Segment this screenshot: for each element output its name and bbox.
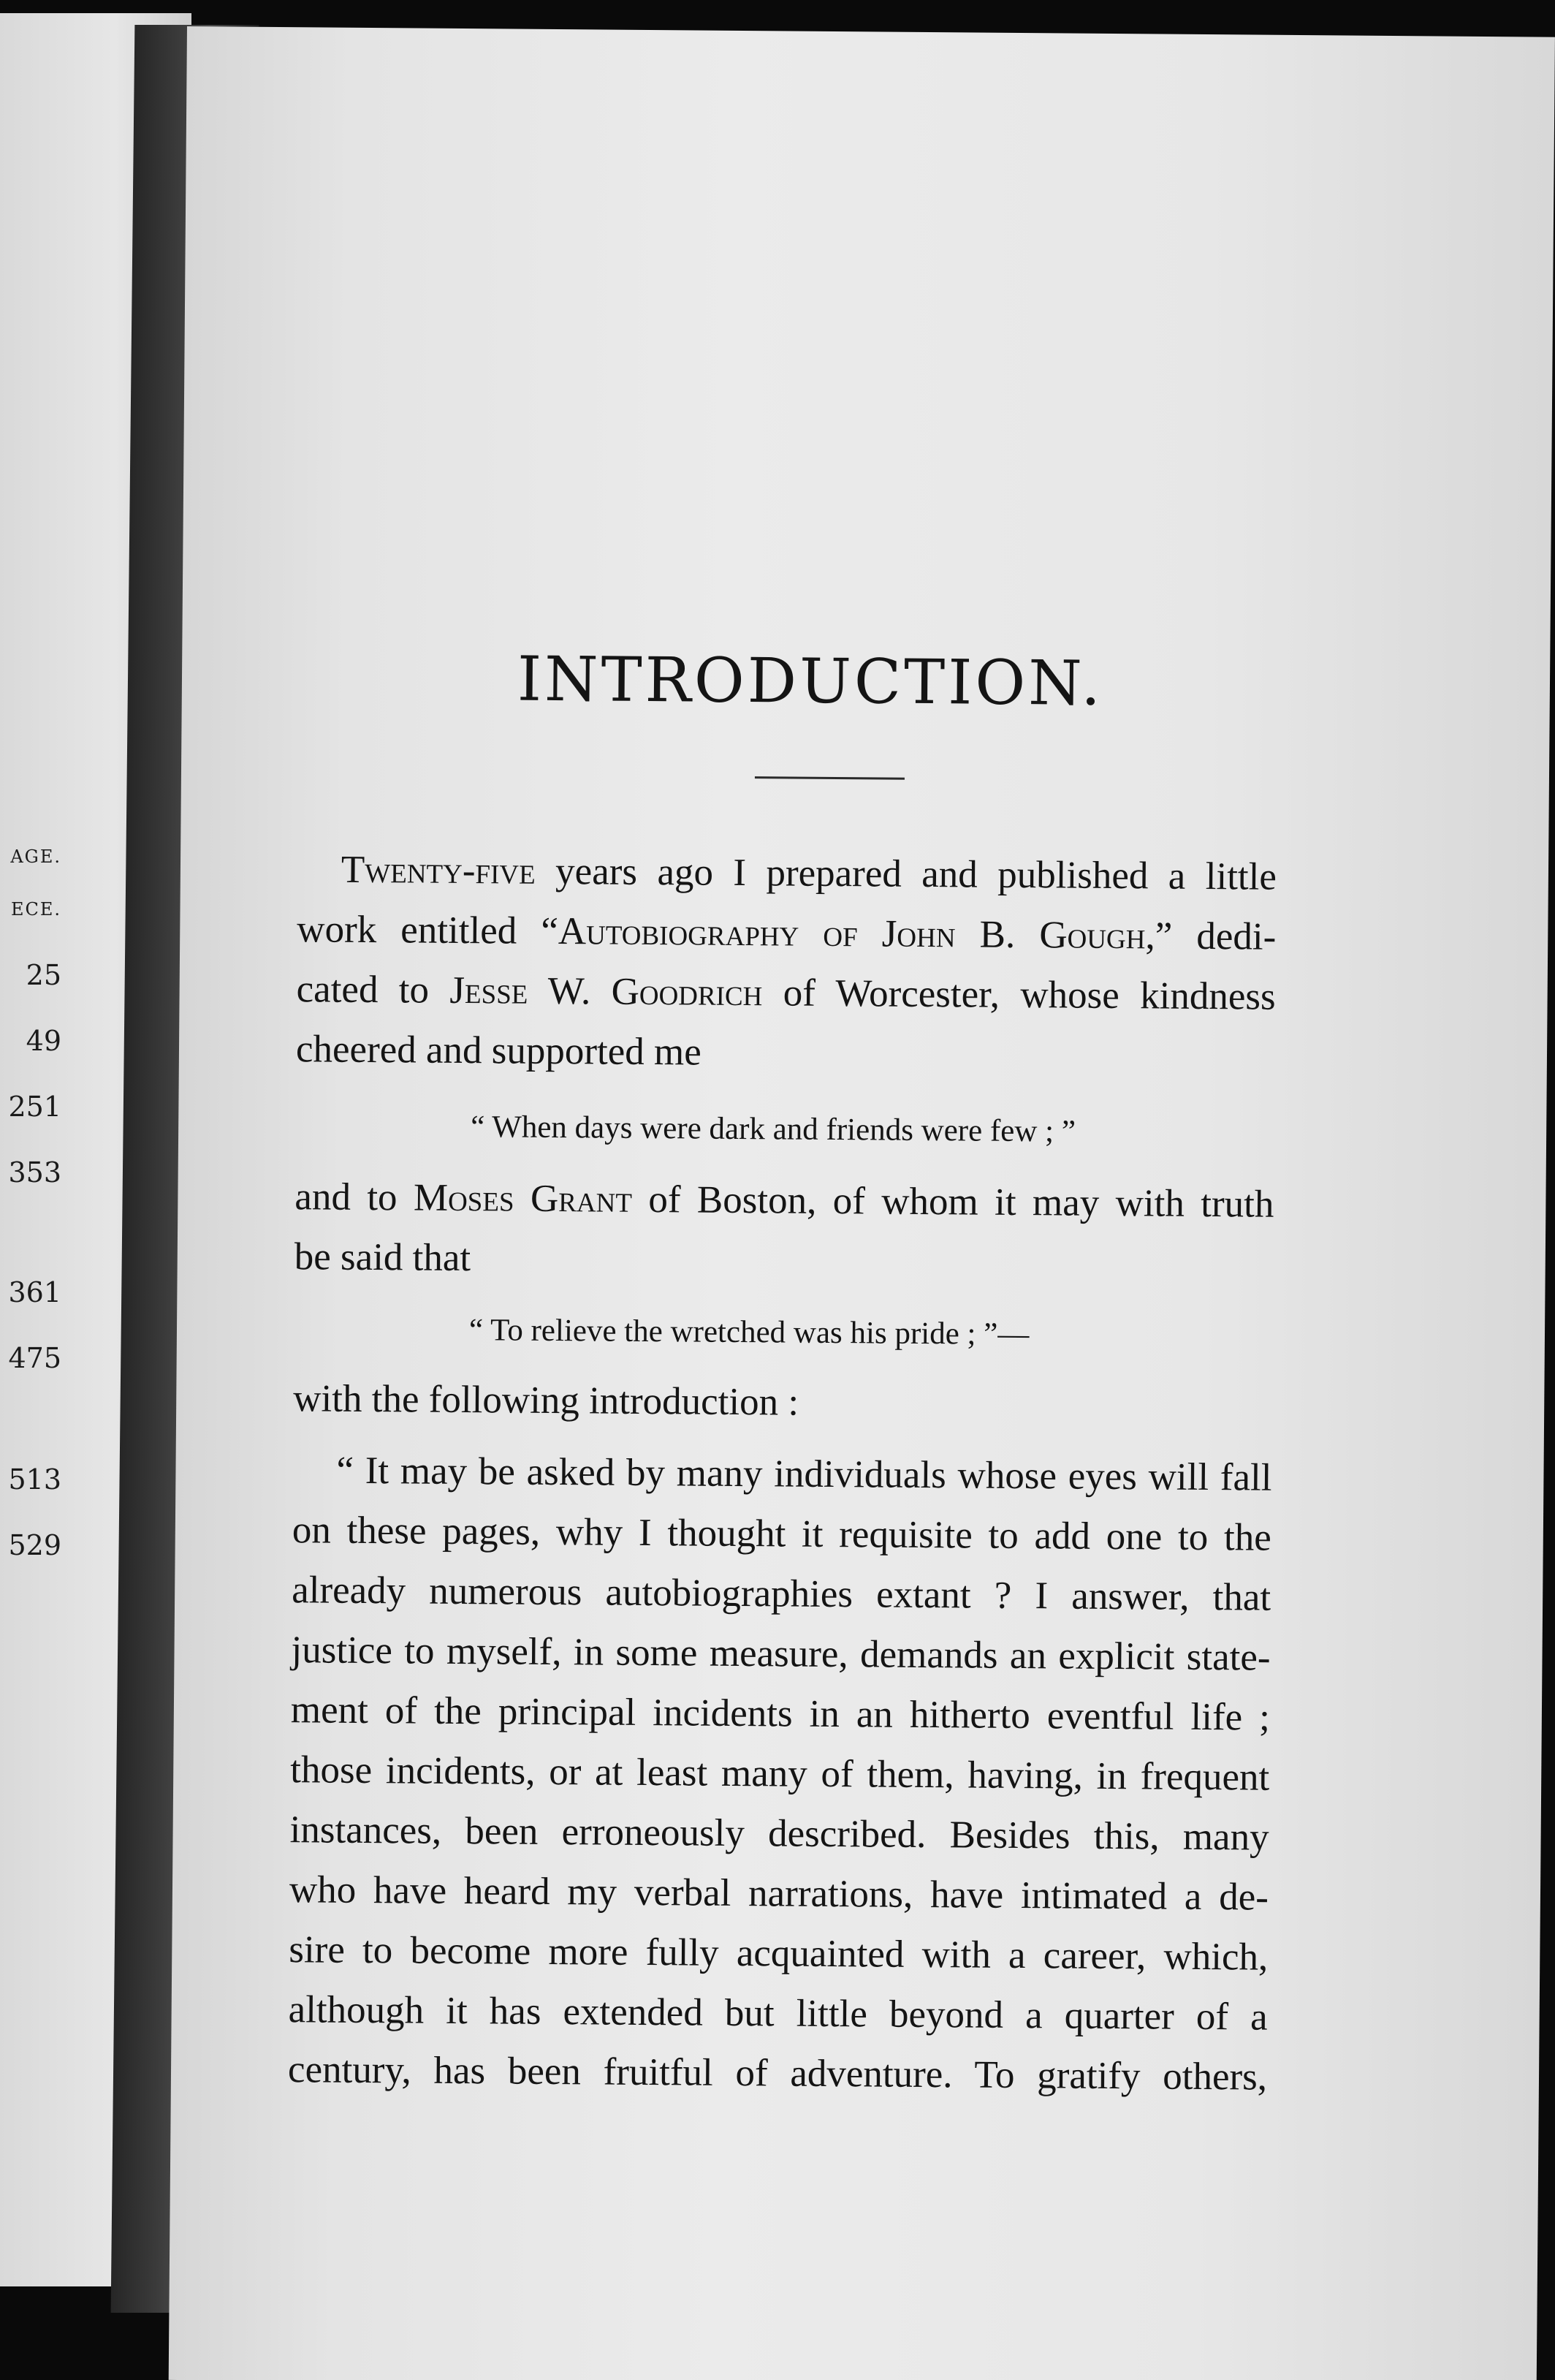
- toc-page-number: 353: [8, 1156, 61, 1189]
- toc-page-number: 251: [8, 1091, 61, 1123]
- text-line: century, has been fruitful of adventure. To gratify others,: [287, 2048, 1268, 2099]
- text-line: those incidents, or at least many of them, having, in frequent: [290, 1748, 1270, 1799]
- person-name: Jesse W. Goodrich: [449, 969, 763, 1015]
- text-line: already numerous autobiographies extant ? I answer, that: [291, 1569, 1271, 1619]
- page-column-subheader: ECE.: [10, 899, 61, 920]
- person-name: Moses Grant: [413, 1176, 633, 1221]
- main-page: [169, 26, 1555, 2380]
- text-line: ment of the principal incidents in an hitherto eventful life ;: [290, 1689, 1271, 1739]
- text-line: “ It may be asked by many individuals whose eyes will fall: [336, 1449, 1272, 1499]
- toc-page-number: 25: [26, 959, 61, 991]
- text-line: sire to become more fully acquainted with a career, which,: [289, 1928, 1269, 1979]
- title-divider: [755, 776, 905, 780]
- text-span: ,” dedi-: [1145, 914, 1277, 958]
- text-line: [341, 848, 1277, 899]
- text-line: with the following introduction :: [293, 1377, 799, 1424]
- toc-page-number: 475: [8, 1342, 61, 1374]
- text-line: on these pages, why I thought it requisite to add one to the: [292, 1509, 1272, 1559]
- text-span: and to: [294, 1175, 414, 1219]
- page-column-header: AGE.: [10, 846, 61, 867]
- text-line: instances, been erroneously described. Besides this, many: [289, 1808, 1269, 1859]
- book-title: Autobiography of John B. Gough: [558, 910, 1146, 958]
- verse-quote: “ To relieve the wretched was his pride ; ”—: [468, 1313, 1030, 1352]
- text-span: of Worcester, whose kindness: [762, 971, 1276, 1018]
- page-text-block: [287, 27, 1327, 2099]
- toc-page-number: 529: [8, 1529, 61, 1561]
- toc-page-number: 361: [8, 1276, 61, 1308]
- page-title: INTRODUCTION.: [517, 643, 1104, 719]
- text-line: justice to myself, in some measure, demands an explicit state-: [291, 1629, 1271, 1679]
- text-line: [297, 907, 1276, 959]
- toc-page-number: 49: [26, 1025, 61, 1057]
- text-line: who have heard my verbal narrations, have intimated a de-: [289, 1868, 1269, 1919]
- verse-quote: “ When days were dark and friends were few ; ”: [471, 1110, 1076, 1149]
- text-span: years ago I prepared and published a little: [535, 849, 1277, 898]
- text-line: [294, 1175, 1274, 1227]
- text-line: cheered and supported me: [295, 1028, 702, 1074]
- text-line: be said that: [294, 1235, 471, 1280]
- toc-page-number: 513: [8, 1463, 61, 1496]
- text-line: [296, 967, 1275, 1019]
- opening-words: Twenty-five: [341, 848, 536, 892]
- text-span: work entitled “: [297, 908, 559, 953]
- text-span: of Boston, of whom it may with truth: [631, 1178, 1274, 1226]
- text-span: cated to: [296, 968, 450, 1012]
- text-line: although it has extended but little beyond a quarter of a: [288, 1988, 1268, 2039]
